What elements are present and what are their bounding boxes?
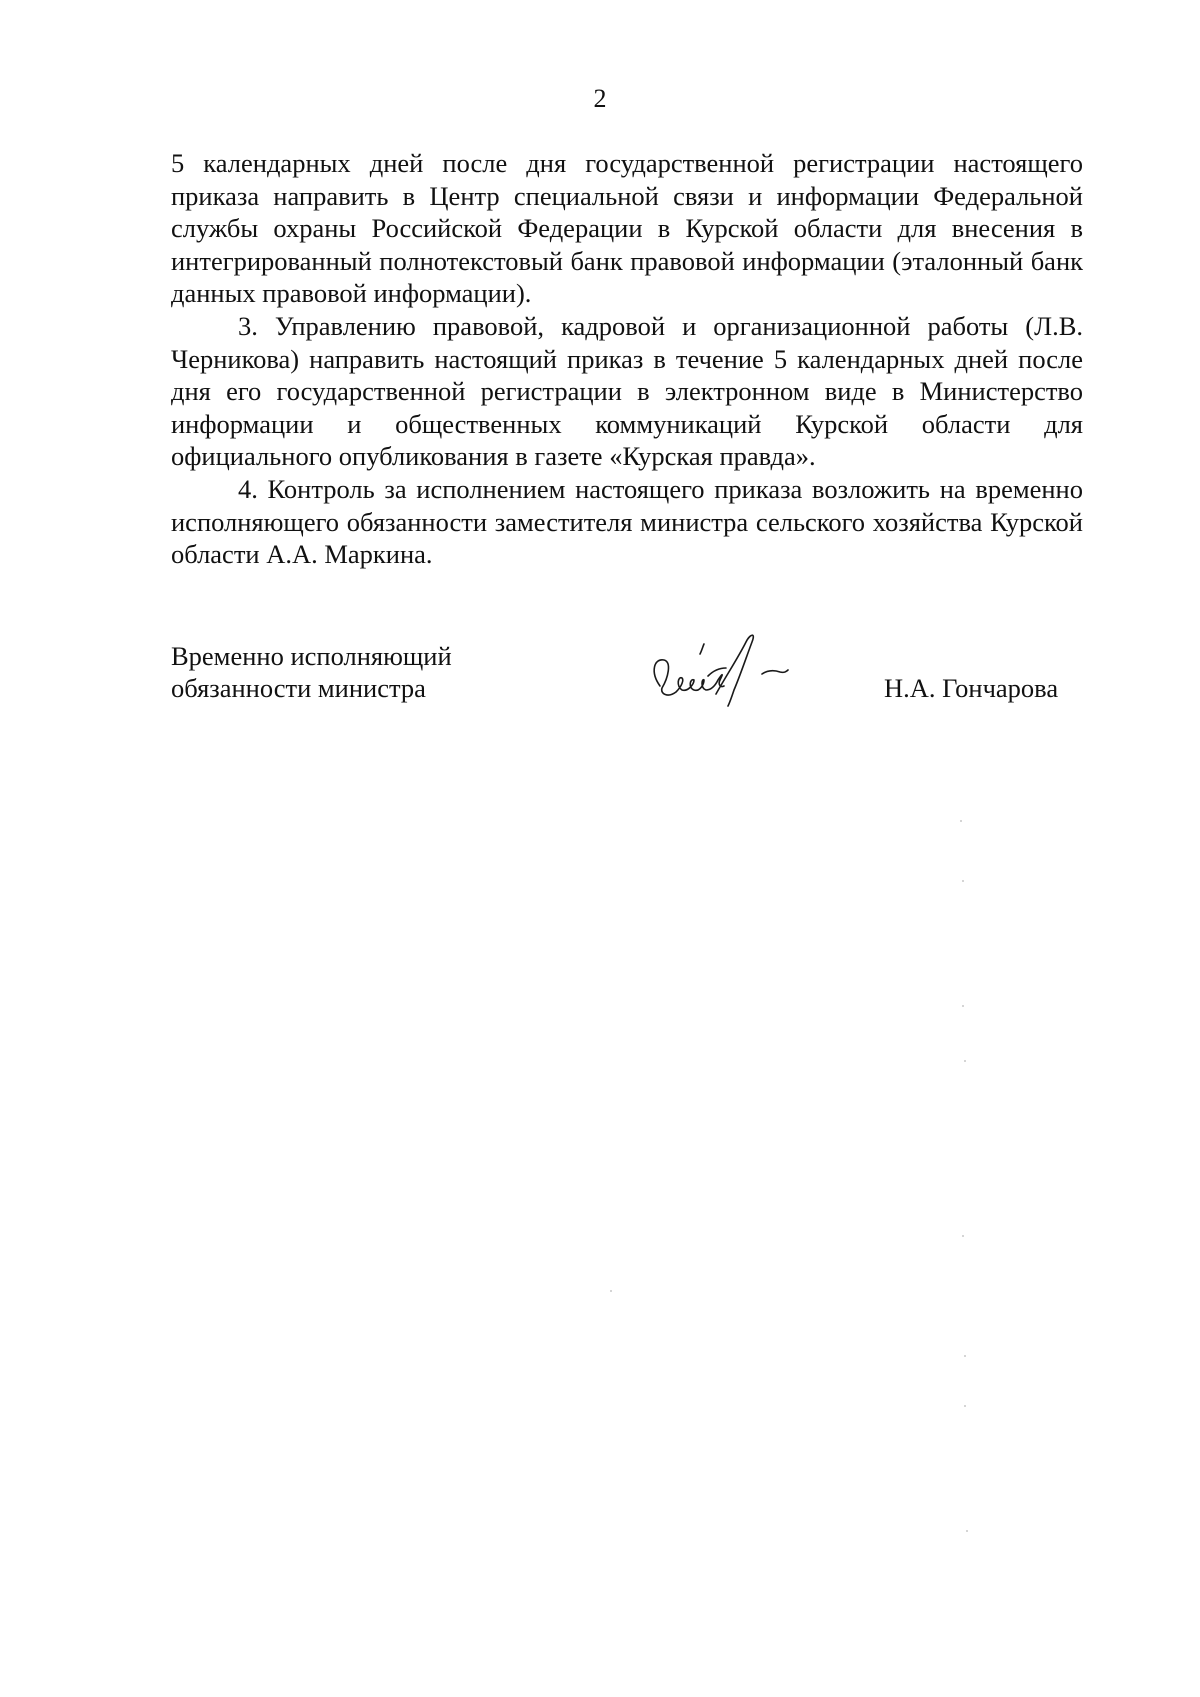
paragraph-item-3: 3. Управлению правовой, кадровой и организационной работы (Л.В. Черникова) направить настоящий приказ в течение 5 календарных дней после дня его государственной регистрации в электронном виде в Министерство информации и общественных коммуникаций Курской области для официального опубликования в газете «Курская правда». — [171, 310, 1083, 472]
scan-speck — [960, 820, 962, 822]
scan-speck — [964, 1355, 966, 1357]
document-body — [171, 147, 1083, 571]
signatory-name: Н.А. Гончарова — [884, 673, 1059, 703]
signatory-position-line1: Временно исполняющий — [171, 641, 452, 671]
paragraph-continuation: 5 календарных дней после дня государственной регистрации настоящего приказа направить в Центр специальной связи и информации Федеральной службы охраны Российской Федерации в Курской области для внесения в интегрированный полнотекстовый банк правовой информации (эталонный банк данных правовой информации). — [171, 148, 1083, 309]
scan-speck — [966, 1530, 968, 1532]
scan-speck — [962, 1005, 964, 1007]
page-number: 2 — [593, 84, 607, 113]
paragraph-item-4: 4. Контроль за исполнением настоящего приказа возложить на временно исполняющего обязанности заместителя министра сельского хозяйства Курской области А.А. Маркина. — [171, 473, 1083, 570]
signatory-position — [171, 640, 452, 704]
scan-speck — [962, 1235, 964, 1237]
handwritten-signature — [646, 628, 806, 714]
scan-speck — [962, 880, 964, 882]
scan-speck — [964, 1060, 966, 1062]
scan-speck — [964, 1405, 966, 1407]
signatory-position-line2: обязанности министра — [171, 673, 426, 703]
scan-speck — [610, 1290, 612, 1292]
